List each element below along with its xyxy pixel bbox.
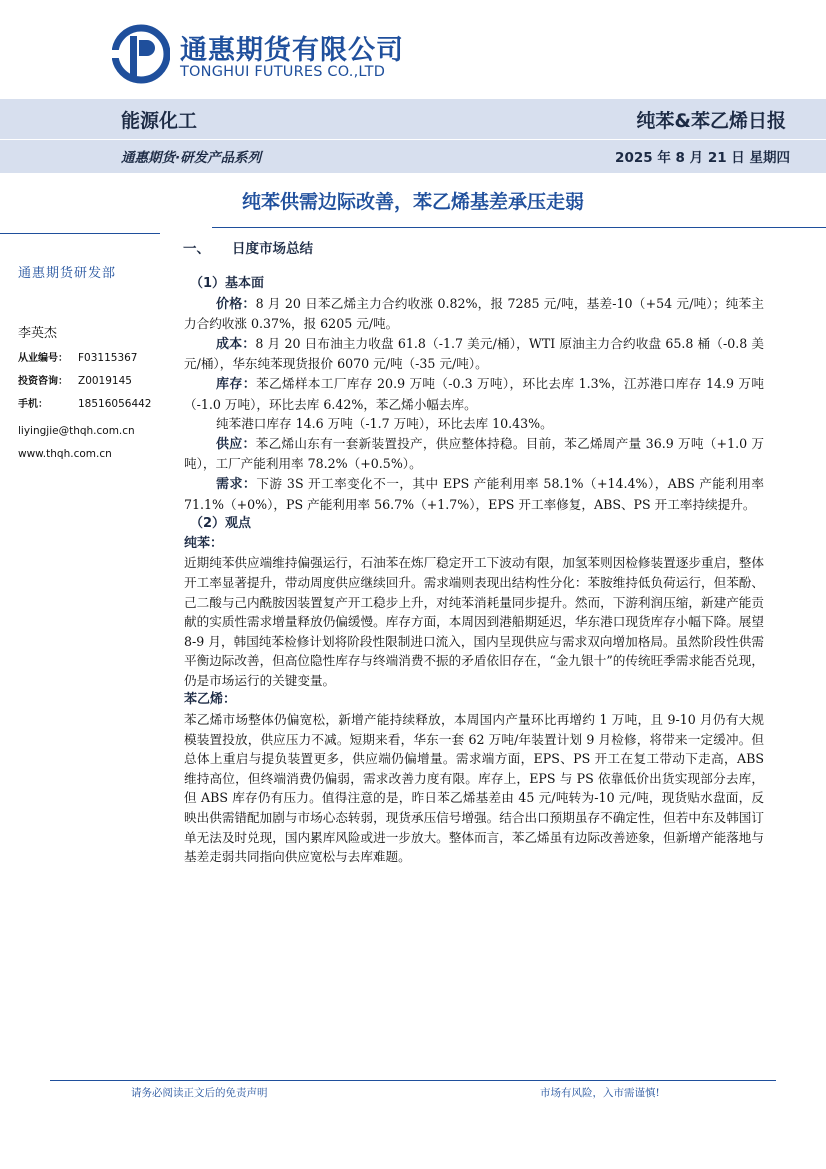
analyst-credentials [18, 347, 168, 416]
price-paragraph: 价格：8 月 20 日苯乙烯主力合约收涨 0.82%，报 7285 元/吨，基差-10（+54 元/吨）；纯苯主力合约收涨 0.37%，报 6205 元/吨。 [184, 295, 764, 332]
inventory-paragraph: 库存：苯乙烯样本工厂库存 20.9 万吨（-0.3 万吨），环比去库 1.3%，江苏港口库存 14.9 万吨（-1.0 万吨），环比去库 6.42%，苯乙烯小幅去库。 [184, 375, 764, 412]
styrene-paragraph: 苯乙烯市场整体仍偏宽松，新增产能持续释放，本周国内产量环比再增约 1 万吨，且 9-10 月仍有大规模装置投放，供应压力不减。短期来看，华东一套 62 万吨/年装置计划 9 月检修，将带来一定缓冲。但总体上重启与提负装置更多，供应端仍偏增量。需求端方面，EPS、PS 开工在复工带动下走高，ABS 维持高位，但终端消费仍偏弱，需求改善力度有限。库存上，EPS 与 PS 依靠低价出货实现部分去库，但 ABS 库存仍有压力。值得注意的是，昨日苯乙烯基差由 45 元/吨转为-10 元/吨，现货贴水盘面，反映出供需错配加剧与市场心态转弱，现货承压信号增强。结合出口预期虽存不确定性，但若中东及韩国订单无法及时兑现，国内累库风险或进一步放大。整体而言，苯乙烯虽有边际改善迹象，但新增产能落地与基差走弱共同指向供应宽松与去库难题。 [184, 712, 764, 865]
company-name-en: TONGHUI FUTURES CO.,LTD [180, 64, 386, 80]
tonghui-logo-icon [112, 24, 170, 84]
benzene-label: 纯苯： [184, 535, 224, 551]
report-name: 纯苯&苯乙烯日报 [636, 110, 786, 132]
cost-paragraph: 成本：8 月 20 日布油主力收盘 61.8（-1.7 美元/桶），WTI 原油主力合约收盘 65.8 桶（-0.8 美元/桶），华东纯苯现货报价 6070 元/吨（-35 元/吨）。 [184, 335, 764, 372]
company-name-cn: 通惠期货有限公司 [180, 35, 404, 66]
supply-paragraph: 供应：苯乙烯山东有一套新装置投产，供应整体持稳。目前，苯乙烯周产量 36.9 万吨（+1.0 万吨），工厂产能利用率 78.2%（+0.5%）。 [184, 435, 764, 472]
benzene-paragraph: 近期纯苯供应端维持偏强运行，石油苯在炼厂稳定开工下波动有限，加氢苯则因检修装置逐步重启，整体开工率显著提升，带动周度供应继续回升。需求端则表现出结构性分化：苯胺维持低负荷运行，但苯酚、己二酸与己内酰胺因装置复产开工稳步上升，对纯苯消耗量同步提升。然而，下游利润压缩，新建产能贡献的实质性需求增量释放仍偏缓慢。库存方面，本周因到港船期延迟，华东港口现货库存小幅下降。展望 8-9 月，韩国纯苯检修计划将阶段性限制进口流入，国内呈现供应与需求双向增加格局。虽然阶段性供需平衡边际改善，但高位隐性库存与终端消费不振的矛盾依旧存在，“金九银十”的传统旺季需求能否兑现，仍是市场运行的关键变量。 [184, 555, 764, 688]
section-heading [183, 237, 313, 257]
analyst-email[interactable]: liyingjie@thqh.com.cn [18, 425, 135, 437]
section-number: 一、 [183, 241, 210, 257]
demand-paragraph: 需求：下游 3S 开工率变化不一，其中 EPS 产能利用率 58.1%（+14.4%），ABS 产能利用率 71.1%（+0%），PS 产能利用率 56.7%（+1.7%），EPS 开工率修复，ABS、PS 开工率持续提升。 [184, 475, 764, 512]
credential-row: 手机： 18516056442 [18, 398, 152, 410]
company-website[interactable]: www.thqh.com.cn [18, 448, 112, 460]
footer-disclaimer[interactable]: 请务必阅读正文后的免责声明 [131, 1087, 268, 1099]
series-label: 通惠期货·研发产品系列 [121, 150, 262, 166]
research-dept: 通惠期货研发部 [18, 266, 117, 281]
page-title: 纯苯供需边际改善，苯乙烯基差承压走弱 [241, 191, 584, 213]
company-logo [112, 24, 402, 84]
section-title-text: 日度市场总结 [232, 241, 313, 257]
sidebar-rule [0, 233, 160, 234]
sector-label: 能源化工 [121, 110, 198, 132]
credential-row: 投资咨询： Z0019145 [18, 375, 132, 387]
fundamentals-heading: （1）基本面 [190, 276, 265, 291]
footer-risk-note: 市场有风险，入市需谨慎! [540, 1087, 660, 1099]
styrene-label: 苯乙烯： [184, 692, 237, 708]
credential-row: 从业编号： F03115367 [18, 352, 138, 364]
inventory-paragraph-2: 纯苯港口库存 14.6 万吨（-1.7 万吨），环比去库 10.43%。 [216, 416, 553, 432]
report-date: 2025 年 8 月 21 日 星期四 [615, 150, 790, 166]
author-sidebar [18, 258, 168, 466]
header-divider [0, 139, 826, 140]
footer-rule [50, 1080, 776, 1081]
analyst-name: 李英杰 [18, 326, 58, 341]
report-body [184, 274, 764, 867]
title-rule [212, 227, 826, 228]
view-heading: （2）观点 [190, 516, 252, 532]
